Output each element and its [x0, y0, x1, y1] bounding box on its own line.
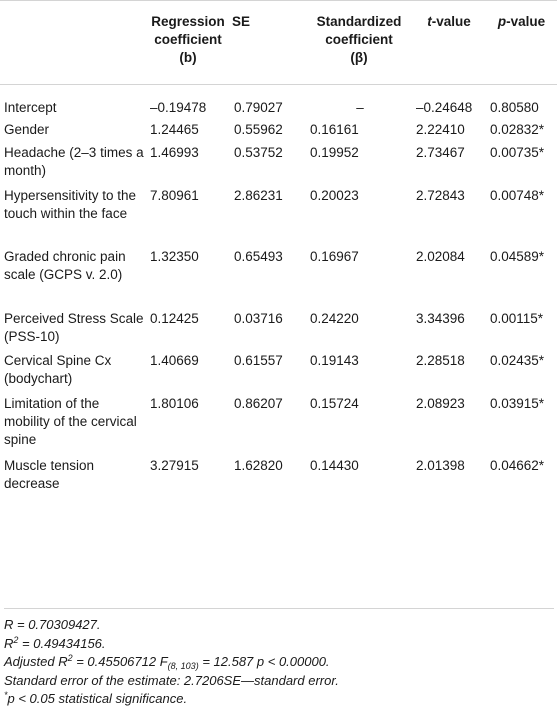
- header-se: [230, 1, 306, 85]
- cell-p: 0.00115*: [490, 310, 544, 326]
- header-standardized-sub: (β): [350, 50, 368, 65]
- table-row: [0, 144, 557, 187]
- cell-t: 2.72843: [416, 187, 465, 203]
- footnote-sig-post: p < 0.05 statistical significance.: [7, 691, 188, 706]
- footnote-r2: [4, 635, 554, 654]
- cell-se: 1.62820: [234, 457, 283, 473]
- cell-t: 3.34396: [416, 310, 465, 326]
- table-row: [0, 187, 557, 248]
- table-row: [0, 121, 557, 144]
- cell-beta: 0.14430: [310, 457, 359, 473]
- cell-b: –0.19478: [150, 100, 207, 115]
- footnote-sig-sup: *: [4, 690, 8, 700]
- cell-t: 2.01398: [416, 457, 465, 473]
- header-standardized-label: Standardized coefficient: [316, 14, 402, 47]
- header-t-rest: -value: [431, 14, 471, 29]
- cell-t: 2.08923: [416, 395, 465, 411]
- cell-beta: 0.16967: [310, 248, 359, 264]
- footnote-r2-pre: R: [4, 635, 14, 651]
- cell-b: 1.80106: [150, 395, 199, 411]
- table-row: [0, 310, 557, 352]
- header-p-value: [486, 1, 557, 85]
- header-standardized-coefficient: [306, 1, 412, 85]
- cell-b: 1.46993: [150, 144, 199, 160]
- cell-t: –0.24648: [416, 100, 473, 115]
- table-row: [0, 352, 557, 395]
- cell-se: 0.86207: [234, 395, 283, 411]
- header-regression-coefficient: [146, 1, 230, 85]
- footnote-adj-sub: (8, 103): [167, 661, 199, 671]
- cell-se: 0.03716: [234, 310, 283, 326]
- footnote-standard-error: Standard error of the estimate: 2.7206SE—standard error.: [4, 672, 339, 688]
- cell-b: 1.40669: [150, 352, 199, 368]
- footnote-adjusted-r2: [4, 653, 554, 672]
- cell-beta: 0.24220: [310, 310, 359, 326]
- footnote-adj-pre: Adjusted R: [4, 654, 68, 669]
- header-regression-sub: (b): [179, 50, 197, 65]
- cell-beta: –: [356, 100, 364, 115]
- row-label: Headache (2–3 times a month): [4, 144, 144, 178]
- cell-se: 2.86231: [234, 187, 283, 203]
- row-label: Limitation of the mobility of the cervical spine: [4, 395, 137, 447]
- cell-p: 0.02435*: [490, 352, 545, 368]
- table-row: [0, 457, 557, 502]
- row-label: Gender: [4, 121, 50, 137]
- cell-b: 3.27915: [150, 457, 199, 473]
- cell-p: 0.02832*: [490, 121, 545, 137]
- table-header: [0, 1, 557, 85]
- cell-b: 7.80961: [150, 187, 199, 203]
- cell-p: 0.03915*: [490, 395, 545, 411]
- cell-p: 0.04662*: [490, 457, 545, 473]
- footnote-r2-sup: 2: [13, 634, 19, 645]
- cell-b: 0.12425: [150, 310, 199, 326]
- cell-p: 0.04589*: [490, 248, 545, 264]
- cell-t: 2.73467: [416, 144, 465, 160]
- footnote-r2-post: = 0.49434156.: [18, 635, 106, 651]
- header-regression-label: Regression coefficient: [151, 14, 225, 47]
- table-row: [0, 248, 557, 310]
- row-label: Cervical Spine Cx (bodychart): [4, 352, 112, 386]
- footnote-significance: [4, 690, 554, 709]
- cell-se: 0.55962: [234, 121, 283, 137]
- row-label: Graded chronic pain scale (GCPS v. 2.0): [4, 248, 126, 282]
- table-row: [0, 395, 557, 457]
- cell-b: 1.32350: [150, 248, 199, 264]
- cell-se: 0.53752: [234, 144, 283, 160]
- header-se-label: SE: [232, 14, 251, 29]
- cell-se: 0.65493: [234, 248, 283, 264]
- cell-beta: 0.20023: [310, 187, 359, 203]
- cell-beta: 0.19952: [310, 144, 359, 160]
- header-p-italic: p: [497, 14, 507, 29]
- table-body: [0, 85, 557, 502]
- cell-se: 0.61557: [234, 352, 283, 368]
- cell-t: 2.28518: [416, 352, 465, 368]
- cell-p: 0.00735*: [490, 144, 545, 160]
- header-t-value: [412, 1, 486, 85]
- footnote-adj-sup: 2: [67, 653, 73, 663]
- cell-t: 2.02084: [416, 248, 465, 264]
- footnote-r: R = 0.70309427.: [4, 617, 101, 632]
- header-empty-cell: [0, 1, 146, 85]
- cell-b: 1.24465: [150, 121, 199, 137]
- cell-t: 2.22410: [416, 121, 465, 137]
- header-t-italic: t: [427, 14, 432, 29]
- header-p-rest: -value: [506, 14, 546, 29]
- footnote-adj-mid: = 0.45506712 F: [72, 654, 168, 669]
- table-row: [0, 85, 557, 121]
- cell-p: 0.00748*: [490, 187, 545, 203]
- row-label: Hypersensitivity to the touch within the face: [4, 187, 137, 221]
- cell-beta: 0.16161: [310, 121, 359, 137]
- row-label: Perceived Stress Scale (PSS-10): [4, 310, 144, 344]
- footnote-adj-post: = 12.587 p < 0.00000.: [198, 654, 330, 669]
- table-footnotes: [4, 608, 554, 709]
- cell-beta: 0.15724: [310, 395, 359, 411]
- row-label: Intercept: [4, 100, 57, 115]
- cell-beta: 0.19143: [310, 352, 359, 368]
- row-label: Muscle tension decrease: [4, 457, 95, 491]
- cell-se: 0.79027: [234, 100, 283, 115]
- cell-p: 0.80580: [490, 100, 539, 115]
